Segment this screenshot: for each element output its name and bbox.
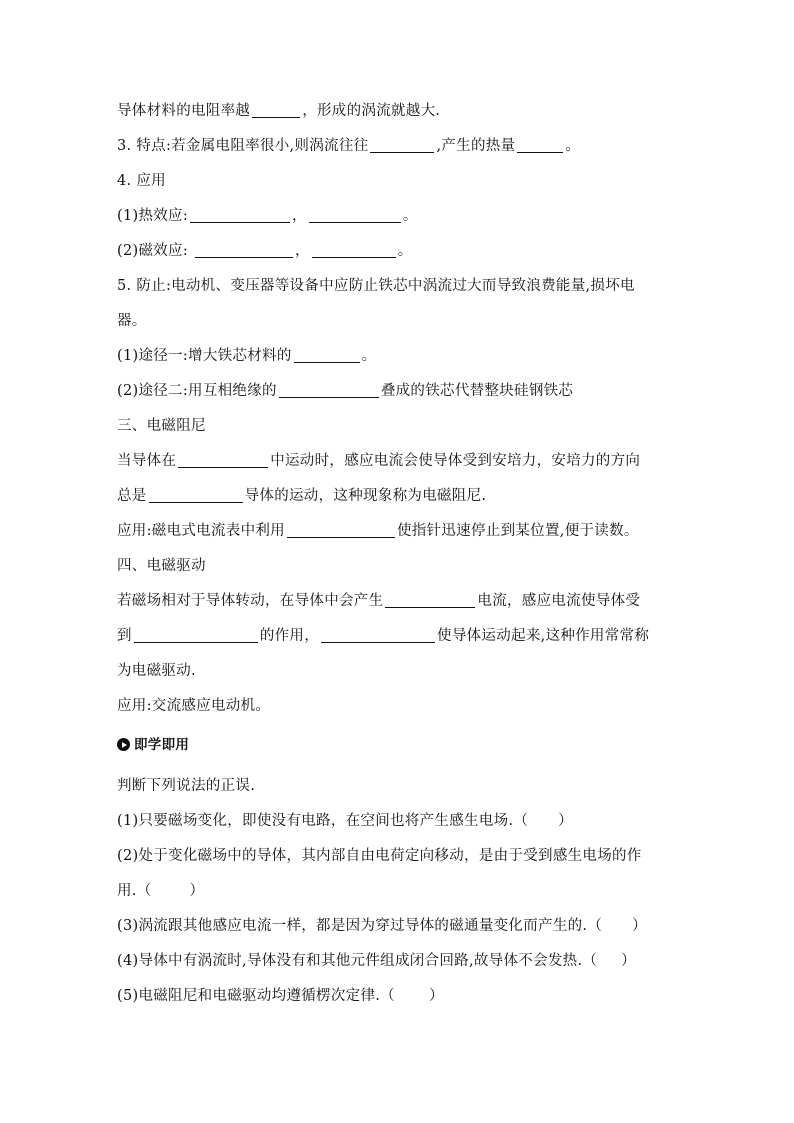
text: ， (292, 208, 307, 224)
text-line (117, 486, 486, 506)
text: 中运动时，感应电流会使导体受到安培力，安培力的方向 (270, 453, 641, 469)
section-title (117, 735, 189, 755)
text-line (117, 416, 206, 436)
fill-blank[interactable] (517, 137, 563, 153)
text-line (117, 661, 196, 681)
text: ） (428, 988, 444, 1004)
question (117, 846, 642, 866)
text: 3. 特点:若金属电阻率很小,则涡流往往 (117, 138, 369, 154)
text-line (117, 101, 440, 121)
question-text: (4)导体中有涡流时,导体没有和其他元件组成闭合回路,故导体不会发热.（ (117, 953, 598, 969)
text: 判断下列说法的正误. (117, 778, 256, 794)
text-line (117, 346, 376, 366)
question-text: (1)只要磁场变化，即使没有电路，在空间也将产生感生电场.（ (117, 813, 529, 829)
text-line (117, 276, 635, 296)
text: (1)途径一:增大铁芯材料的 (117, 348, 292, 364)
question-text: (5)电磁阻尼和电磁驱动均遵循楞次定律.（ (117, 988, 395, 1004)
fill-blank[interactable] (134, 627, 258, 643)
text: 。 (361, 348, 377, 364)
text: 。 (397, 243, 413, 259)
fill-blank[interactable] (279, 382, 379, 398)
text: 使指针迅速停止到某位置,便于读数。 (396, 523, 639, 539)
question-text: (3)涡流跟其他感应电流一样，都是因为穿过导体的磁通量变化而产生的.（ (117, 918, 603, 934)
text: 器。 (117, 313, 147, 329)
fill-blank[interactable] (149, 487, 243, 503)
text: 叠成的铁芯代替整块硅钢铁芯 (380, 383, 574, 399)
text-line (117, 206, 418, 226)
question (117, 986, 444, 1006)
fill-blank[interactable] (178, 452, 268, 468)
question (117, 916, 647, 936)
text: 。 (402, 208, 418, 224)
text-line (117, 696, 270, 716)
text-line (117, 591, 640, 611)
text: ） (558, 813, 573, 829)
text: ，形成的涡流就越大. (302, 103, 441, 119)
question (117, 811, 573, 831)
fill-blank[interactable] (195, 242, 293, 258)
text: ） (621, 953, 636, 969)
fill-blank[interactable] (252, 102, 300, 118)
text: 若磁场相对于导体转动，在导体中会产生 (117, 593, 384, 609)
text-line (117, 626, 649, 646)
section-heading: 四、电磁驱动 (117, 558, 206, 574)
text: (2)磁效应: (117, 243, 193, 259)
text: ） (189, 883, 205, 899)
fill-blank[interactable] (370, 137, 434, 153)
text: 5. 防止:电动机、变压器等设备中应防止铁芯中涡流过大而导致浪费能量,损坏电 (117, 278, 635, 294)
text-line (117, 171, 166, 191)
text: 为电磁驱动. (117, 663, 196, 679)
text-line (117, 556, 206, 576)
section-title-text: 即学即用 (134, 737, 190, 753)
fill-blank[interactable] (312, 242, 396, 258)
text: (1)热效应: (117, 208, 189, 224)
fill-blank[interactable] (309, 207, 401, 223)
play-circle-icon (117, 738, 130, 751)
text: 的作用， (259, 628, 320, 644)
text-line (117, 451, 640, 471)
text: 使导体运动起来,这种作用常常称 (437, 628, 650, 644)
text: 应用:磁电式电流表中利用 (117, 523, 285, 539)
text: ） (632, 918, 647, 934)
text: 。 (565, 138, 581, 154)
text: ， (294, 243, 310, 259)
question-text: (2)处于变化磁场中的导体，其内部自由电荷定向移动，是由于受到感生电场的作 (117, 848, 642, 864)
text-line (117, 136, 580, 156)
text: 到 (117, 628, 132, 644)
fill-blank[interactable] (190, 207, 290, 223)
section-heading: 三、电磁阻尼 (117, 418, 206, 434)
text: 导体材料的电阻率越 (117, 103, 251, 119)
fill-blank[interactable] (287, 522, 395, 538)
fill-blank[interactable] (294, 347, 360, 363)
question-text: 用.（ (117, 883, 152, 899)
text-line (117, 381, 573, 401)
text: 当导体在 (117, 453, 177, 469)
text: 电流，感应电流使导体受 (477, 593, 641, 609)
text: 总是 (117, 488, 147, 504)
text-line (117, 241, 413, 261)
question (117, 881, 204, 901)
fill-blank[interactable] (385, 592, 475, 608)
text: ,产生的热量 (436, 138, 516, 154)
text-line (117, 776, 255, 796)
text-line (117, 521, 639, 541)
text: (2)途径二:用互相绝缘的 (117, 383, 277, 399)
text-line (117, 311, 147, 331)
question (117, 951, 636, 971)
text: 导体的运动，这种现象称为电磁阻尼. (244, 488, 487, 504)
fill-blank[interactable] (321, 627, 435, 643)
text: 应用:交流感应电动机。 (117, 698, 271, 714)
heading: 4. 应用 (117, 173, 166, 189)
